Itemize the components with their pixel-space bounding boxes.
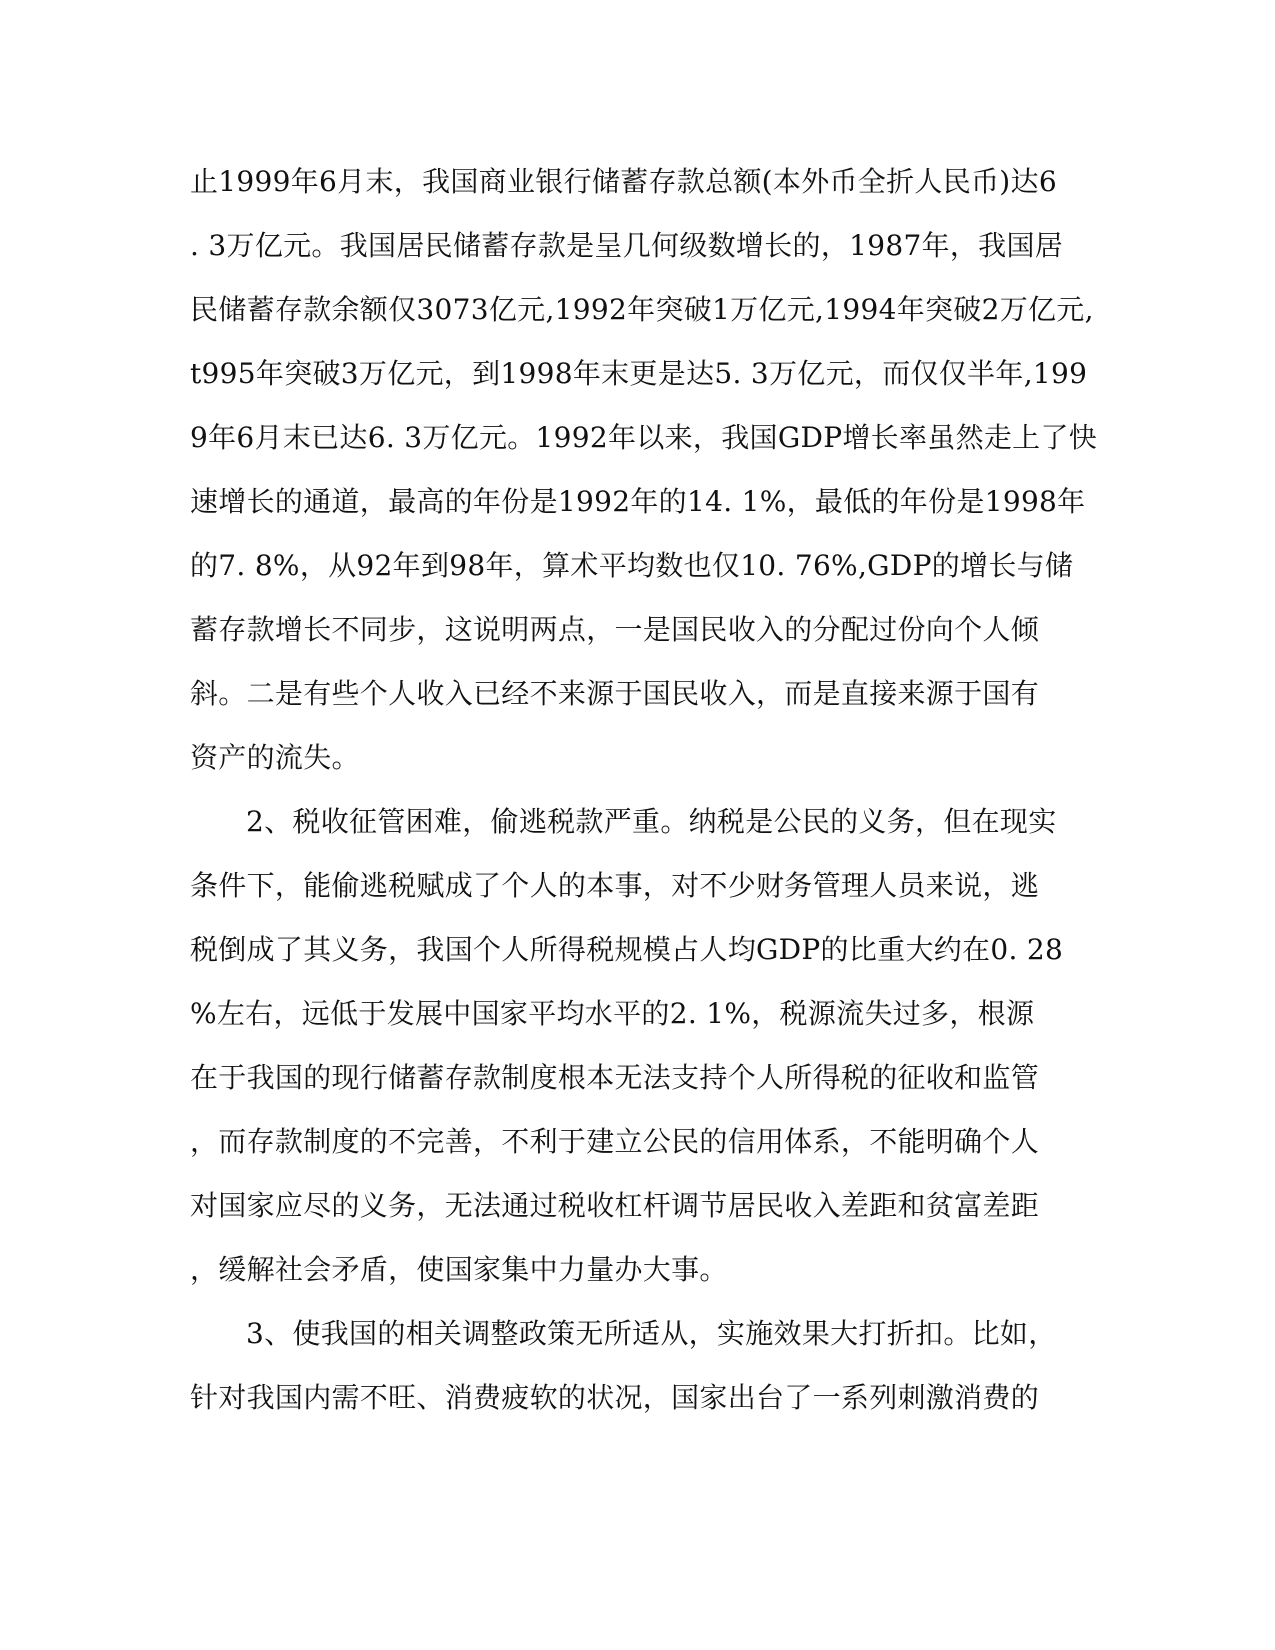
body-text	[190, 164, 1098, 1444]
text-line: %左右，远低于发展中国家平均水平的2. 1%，税源流失过多，根源	[190, 997, 1035, 1030]
text-line: 对国家应尽的义务，无法通过税收杠杆调节居民收入差距和贫富差距	[190, 1189, 1040, 1222]
text-line: . 3万亿元。我国居民储蓄存款是呈几何级数增长的，1987年，我国居	[190, 229, 1064, 262]
text-line: 9年6月末已达6. 3万亿元。1992年以来，我国GDP增长率虽然走上了快	[190, 421, 1098, 454]
text-line: t995年突破3万亿元，到1998年末更是达5. 3万亿元，而仅仅半年,199	[190, 357, 1088, 390]
text-line: 2、税收征管困难，偷逃税款严重。纳税是公民的义务，但在现实	[246, 805, 1057, 838]
text-line: 斜。二是有些个人收入已经不来源于国民收入，而是直接来源于国有	[190, 677, 1040, 710]
text-line: 条件下，能偷逃税赋成了个人的本事，对不少财务管理人员来说，逃	[190, 869, 1040, 902]
text-line: 税倒成了其义务，我国个人所得税规模占人均GDP的比重大约在0. 28	[190, 933, 1064, 966]
text-line: 针对我国内需不旺、消费疲软的状况，国家出台了一系列刺激消费的	[190, 1381, 1040, 1414]
text-line: 资产的流失。	[190, 741, 360, 774]
text-line: 蓄存款增长不同步，这说明两点，一是国民收入的分配过份向个人倾	[190, 613, 1040, 646]
text-line: ，缓解社会矛盾，使国家集中力量办大事。	[190, 1253, 728, 1286]
text-line: 速增长的通道，最高的年份是1992年的14. 1%，最低的年份是1998年	[190, 485, 1086, 518]
text-line: 止1999年6月末，我国商业银行储蓄存款总额(本外币全折人民币)达6	[190, 165, 1057, 198]
text-line: 在于我国的现行储蓄存款制度根本无法支持个人所得税的征收和监管	[190, 1061, 1040, 1094]
text-line: 的7. 8%，从92年到98年，算术平均数也仅10. 76%,GDP的增长与储	[190, 549, 1074, 582]
text-line: ，而存款制度的不完善，不利于建立公民的信用体系，不能明确个人	[190, 1125, 1040, 1158]
text-line: 民储蓄存款余额仅3073亿元,1992年突破1万亿元,1994年突破2万亿元,	[190, 293, 1094, 326]
text-line: 3、使我国的相关调整政策无所适从，实施效果大打折扣。比如，	[246, 1317, 1057, 1350]
